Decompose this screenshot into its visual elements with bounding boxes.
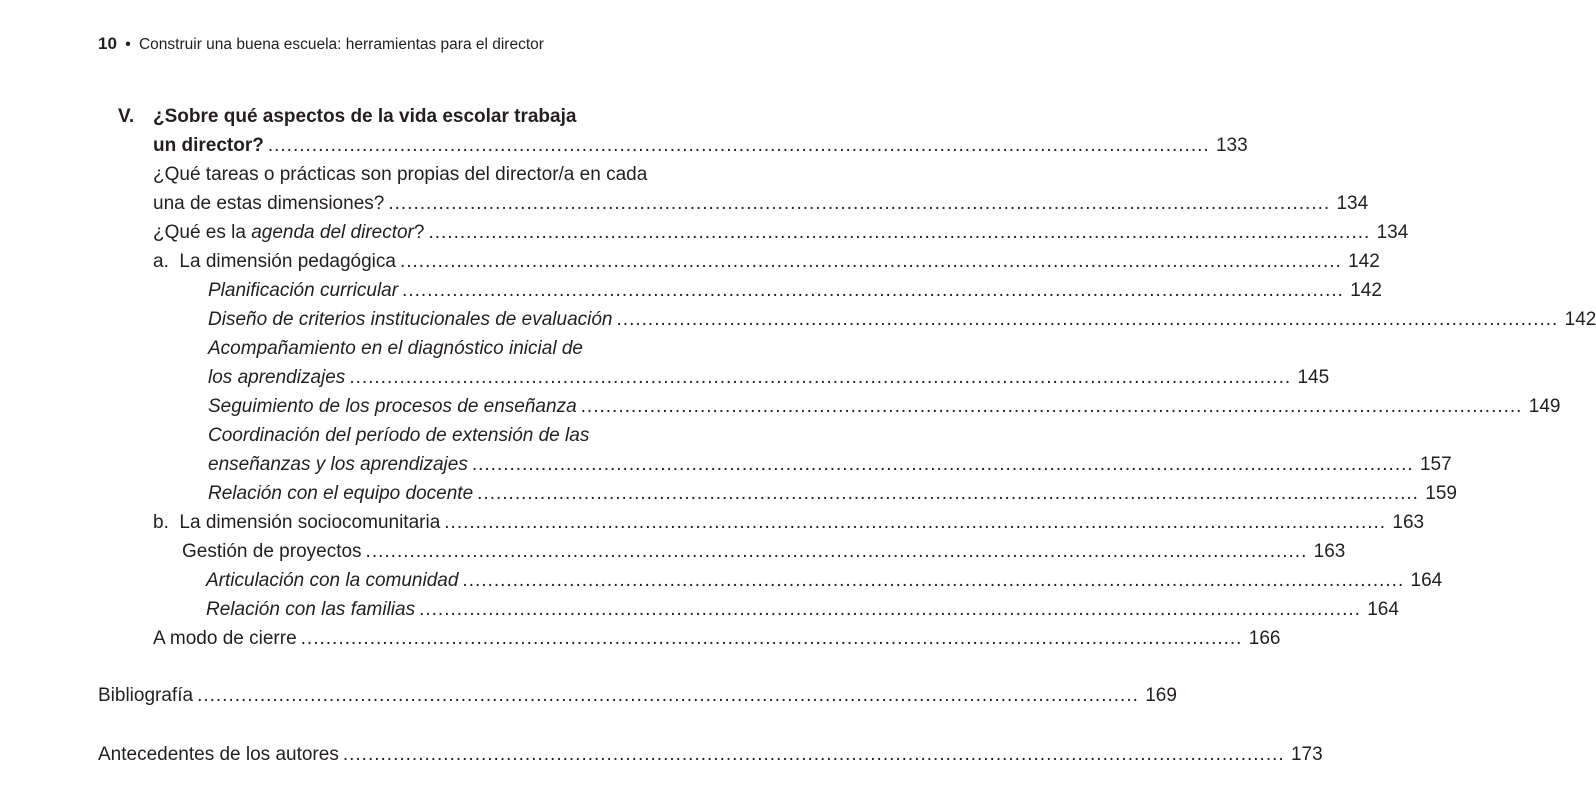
toc-entry-b1: Articulación con la comunidad: [206, 570, 459, 591]
page-number: 145: [1297, 367, 1330, 388]
dot-leader: ......................................................................................................................................................: [462, 570, 1405, 591]
dot-leader: ......................................................................................................................................................: [580, 396, 1523, 417]
dot-leader: ......................................................................................................................................................: [342, 744, 1285, 765]
toc-row-dimension-a: [153, 251, 1380, 277]
page-number: 142: [1348, 251, 1380, 272]
toc-entry-dimension-a: a. La dimensión pedagógica: [153, 251, 396, 272]
dot-leader: ......................................................................................................................................................: [349, 367, 1292, 388]
page-number: 133: [1215, 135, 1248, 156]
header-page-number: 10: [98, 34, 117, 53]
dot-leader: ......................................................................................................................................................: [477, 483, 1419, 504]
toc-entry-a3-line2: los aprendizajes: [208, 367, 346, 388]
chapter-number: V.: [118, 106, 135, 127]
toc-row-closing: [153, 628, 1281, 654]
toc-row-tasks: [153, 193, 1369, 219]
running-header: [98, 34, 544, 54]
page-number: 163: [1313, 541, 1346, 562]
toc-entry-a3-line1: Acompañamiento en el diagnóstico inicial de: [208, 338, 583, 359]
dot-leader: ......................................................................................................................................................: [399, 251, 1342, 272]
toc-row-a6: [208, 483, 1457, 509]
page-number: 142: [1564, 309, 1596, 330]
page-number: 159: [1425, 483, 1457, 504]
dot-leader: ......................................................................................................................................................: [402, 280, 1344, 301]
toc-entry-a5-line1: Coordinación del período de extensión de las: [208, 425, 590, 446]
dot-leader: ......................................................................................................................................................: [419, 599, 1361, 620]
toc-entry-b2: Relación con las familias: [206, 599, 416, 620]
page-number: 166: [1248, 628, 1281, 649]
dot-leader: ......................................................................................................................................................: [616, 309, 1559, 330]
page-number: 157: [1419, 454, 1452, 475]
toc-entry-agenda: [153, 222, 424, 244]
toc-row-chapter: [153, 135, 1248, 161]
toc-entry-a1: Planificación curricular: [208, 280, 399, 301]
toc-row-a2: [208, 309, 1596, 335]
page-number: 163: [1392, 512, 1425, 533]
toc-entry-a4: Seguimiento de los procesos de enseñanza: [208, 396, 577, 417]
page-number: 149: [1528, 396, 1561, 417]
toc-entry-closing: A modo de cierre: [153, 628, 297, 649]
toc-row-a1: [208, 280, 1382, 306]
toc-row-dimension-b: [153, 512, 1425, 538]
toc-entry-tasks-line2: una de estas dimensiones?: [153, 193, 385, 214]
toc-entry-bibliography: Bibliografía: [98, 685, 194, 706]
toc-row-a4: [208, 396, 1561, 422]
header-book-title: Construir una buena escuela: herramientas para el director: [138, 36, 544, 53]
dot-leader: ......................................................................................................................................................: [365, 541, 1308, 562]
dot-leader: ......................................................................................................................................................: [428, 222, 1371, 243]
toc-entry-tasks-line1: ¿Qué tareas o prácticas son propias del director/a en cada: [153, 164, 648, 185]
dot-leader: ......................................................................................................................................................: [471, 454, 1414, 475]
page-number: 169: [1145, 685, 1177, 706]
toc-entry-a5-line2: enseñanzas y los aprendizajes: [208, 454, 468, 475]
toc-row-b2: [206, 599, 1399, 625]
page-number: 134: [1376, 222, 1409, 243]
page-number: 173: [1290, 744, 1323, 765]
toc-row-b1: [206, 570, 1443, 596]
toc-row-authors: [98, 744, 1323, 770]
toc-row-b-sub: [182, 541, 1346, 567]
page-number: 134: [1336, 193, 1369, 214]
dot-leader: ......................................................................................................................................................: [197, 685, 1139, 706]
dot-leader: ......................................................................................................................................................: [388, 193, 1331, 214]
agenda-italic: agenda del director: [251, 222, 414, 243]
page-number: 142: [1350, 280, 1382, 301]
agenda-suffix: ?: [413, 222, 425, 243]
dot-leader: ......................................................................................................................................................: [267, 135, 1210, 156]
toc-entry-dimension-b: b. La dimensión sociocomunitaria: [153, 512, 441, 533]
page-number: 164: [1410, 570, 1443, 591]
toc-row-bibliography: [98, 685, 1177, 711]
toc-entry-authors: Antecedentes de los autores: [98, 744, 339, 765]
chapter-title-line2: un director?: [153, 135, 264, 156]
toc-row-agenda: [153, 222, 1409, 248]
page-number: 164: [1367, 599, 1399, 620]
dot-leader: ......................................................................................................................................................: [300, 628, 1243, 649]
dot-leader: ......................................................................................................................................................: [444, 512, 1387, 533]
agenda-prefix: ¿Qué es la: [153, 222, 252, 243]
toc-row-a3: [208, 367, 1330, 393]
toc-row-a5: [208, 454, 1452, 480]
chapter-title-line1: ¿Sobre qué aspectos de la vida escolar trabaja: [153, 106, 577, 127]
toc-entry-b-sub: Gestión de proyectos: [182, 541, 362, 562]
toc-entry-a2: Diseño de criterios institucionales de evaluación: [208, 309, 613, 330]
header-bullet: •: [125, 36, 131, 53]
toc-entry-a6: Relación con el equipo docente: [208, 483, 474, 504]
